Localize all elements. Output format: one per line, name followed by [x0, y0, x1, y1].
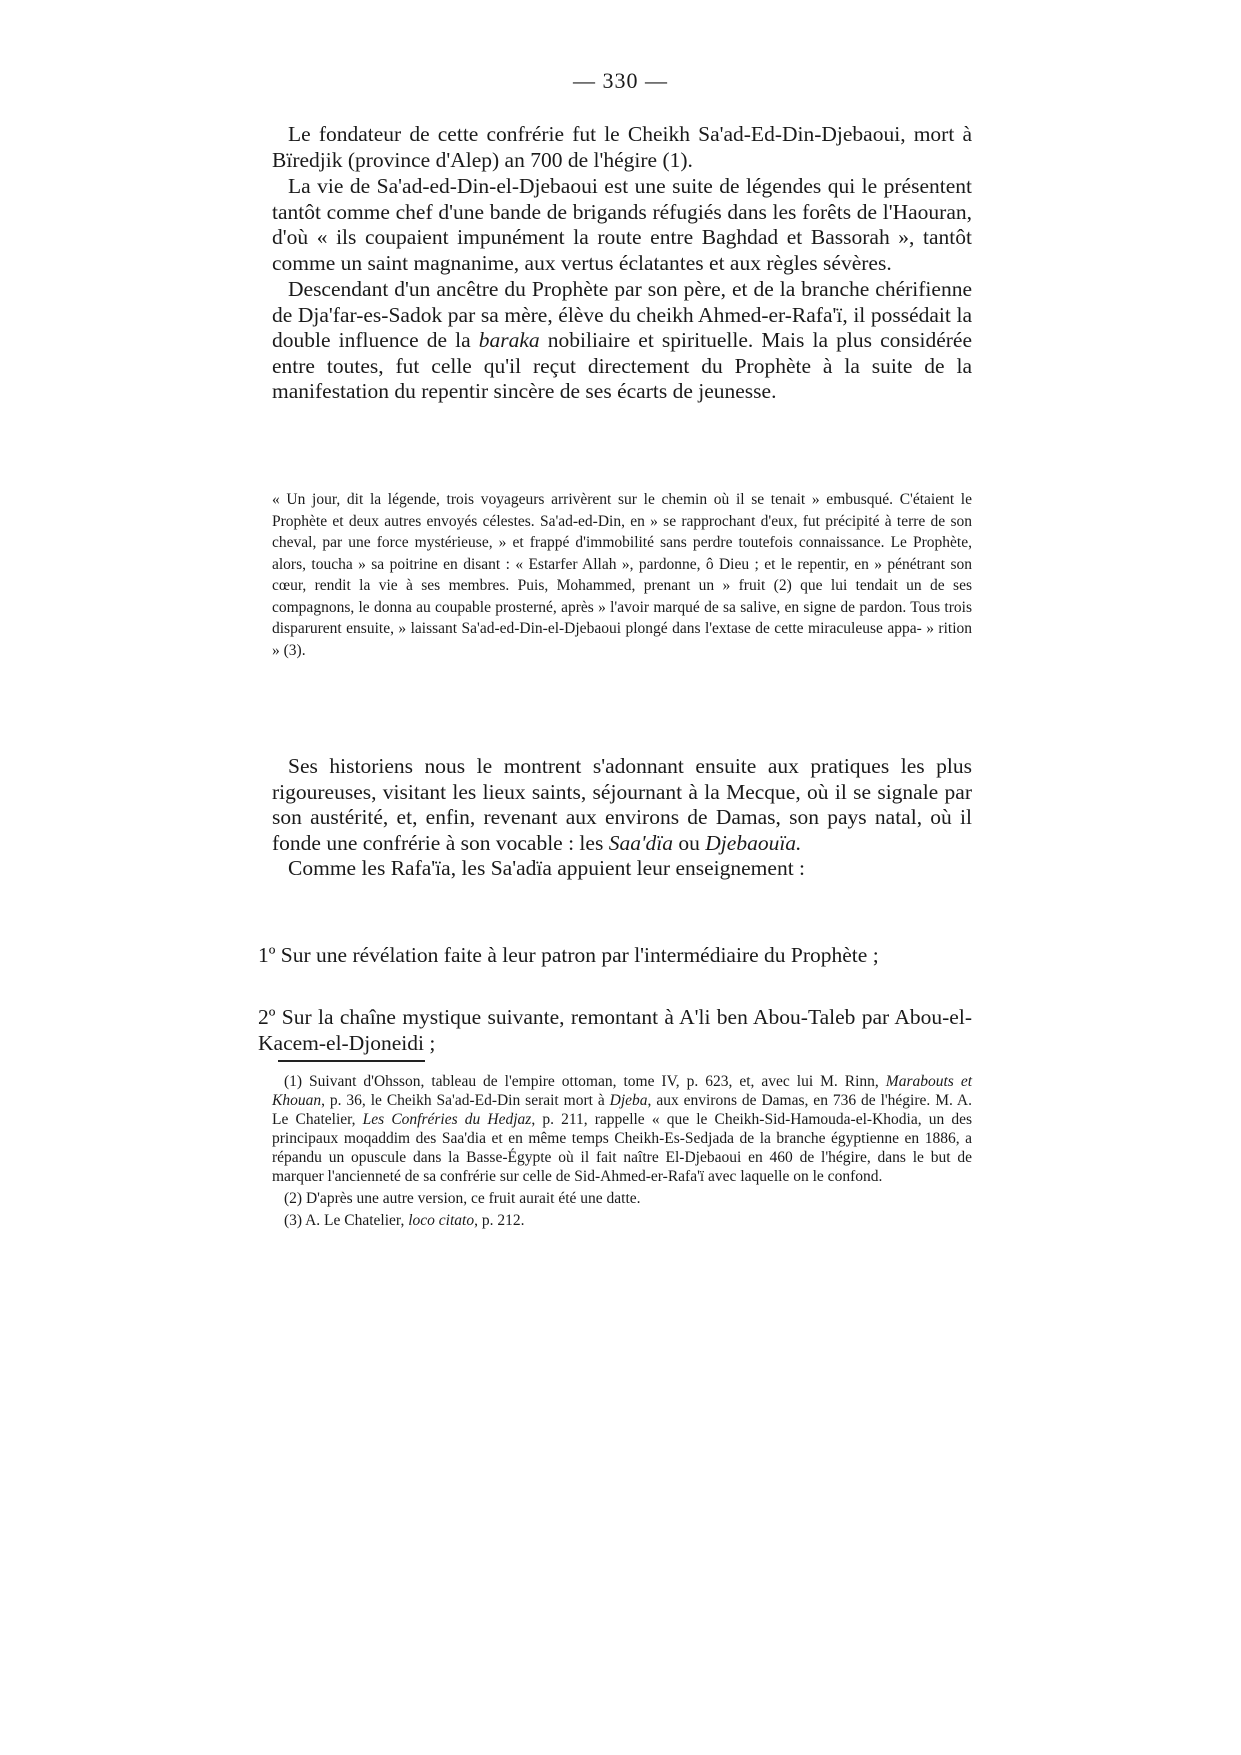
list-item-text: 1º Sur une révélation faite à leur patron par l'intermédiaire du Prophète ;	[258, 943, 879, 967]
list-item-text: 2º Sur la chaîne mystique suivante, remontant à A'li ben Abou-Taleb par Abou-el-Kacem-el-Djoneidi ;	[258, 1005, 972, 1055]
text-run: (1) Suivant d'Ohsson, tableau de l'empire ottoman, tome IV, p. 623, et, avec lui M. Rinn,	[284, 1073, 886, 1090]
footnote-1	[272, 1072, 972, 1186]
italic-term: Djebaouïa.	[705, 830, 802, 855]
footnote-3	[272, 1211, 972, 1230]
text-run: , p. 36, le Cheikh Sa'ad-Ed-Din serait mort à	[321, 1092, 610, 1109]
text-run: , p. 212.	[474, 1212, 525, 1229]
paragraph-teaching: Comme les Rafa'ïa, les Sa'adïa appuient leur enseignement :	[288, 856, 806, 880]
paragraph-descent	[272, 277, 972, 405]
text-run: nobiliaire et spirituelle. Mais la plus considérée entre toutes, fut celle qu'il reçut directement du Prophète à la suite de la manifestation du repentir sincère de ses écarts de jeunesse.	[272, 328, 972, 403]
list-item-2	[258, 1005, 972, 1056]
quote-text: « Un jour, dit la légende, trois voyageurs arrivèrent sur le chemin où il se tenait » embusqué. C'étaient le Prophète et deux autres envoyés célestes. Sa'ad-ed-Din, en » se rapprochant d'eux, fut précipité à terre de son cheval, par une force mystérieuse, » et frappé d'immobilité sans perdre toutefois connaissance. Le Prophète, alors, toucha » sa poitrine en disant : « Estarfer Allah », pardonne, ô Dieu ; et le repentir, en » pénétrant son cœur, rendit la vie à ses membres. Puis, Mohammed, prenant un » fruit (2) que lui tendait un de ses compagnons, le donna au coupable prosterné, après » l'avoir marqué de sa salive, en signe de pardon. Tous trois disparurent ensuite, » laissant Sa'ad-ed-Din-el-Djebaoui plongé dans l'extase de cette miraculeuse appa- » rition » (3).	[272, 491, 972, 659]
italic-term: Marabouts et Khouan	[272, 1073, 973, 1109]
italic-term: loco citato	[408, 1212, 475, 1229]
italic-term: Les Confréries du Hedjaz	[362, 1111, 532, 1128]
body-section-2	[272, 754, 972, 882]
text-run: ou	[673, 830, 706, 855]
legend-quote	[272, 489, 972, 661]
text-run: Ses historiens nous le montrent s'adonnant ensuite aux pratiques les plus rigoureuses, visitant les lieux saints, séjournant à la Mecque, où il se signale par son austérité, et, enfin, revenant aux environs de Damas, son pays natal, où il fonde une confrérie à son vocable : les	[272, 754, 972, 855]
footnotes	[272, 1072, 972, 1230]
text-run: , aux environs de Damas, en 736 de l'hégire. M. A. Le Chatelier,	[272, 1092, 972, 1128]
paragraph-legends: La vie de Sa'ad-ed-Din-el-Djebaoui est une suite de légendes qui le présentent tantôt comme chef d'une bande de brigands réfugiés dans les forêts de l'Haouran, d'où « ils coupaient impunément la route entre Baghdad et Bassorah », tantôt comme un saint magnanime, aux vertus éclatantes et aux règles sévères.	[272, 174, 972, 275]
body-section-1	[272, 122, 972, 405]
text-run: , p. 211, rappelle « que le Cheikh-Sid-Hamouda-el-Khodia, un des principaux moqaddim des Saa'dia et en même temps Cheikh-Es-Sedjada de la branche égyptienne en 1886, a répandu un opuscule dans la Basse-Égypte où il fait naître El-Djebaoui en 460 de l'hégire, dans le but de marquer l'ancienneté de sa confrérie sur celle de Sid-Ahmed-er-Rafa'ï avec laquelle on le confond.	[272, 1111, 972, 1185]
italic-term: Djeba	[609, 1092, 648, 1109]
footnote-2: (2) D'après une autre version, ce fruit aurait été une datte.	[284, 1190, 641, 1207]
page-number: — 330 —	[573, 68, 668, 93]
paragraph-historians	[272, 754, 972, 856]
text-run: (3) A. Le Chatelier,	[284, 1212, 409, 1229]
italic-term: Saa'dïa	[608, 830, 674, 855]
paragraph-founder: Le fondateur de cette confrérie fut le Cheikh Sa'ad-Ed-Din-Djebaoui, mort à Bïredjik (province d'Alep) an 700 de l'hégire (1).	[272, 122, 972, 172]
italic-term: baraka	[478, 328, 540, 352]
footnote-divider	[278, 1060, 425, 1062]
list-item-1	[258, 943, 972, 969]
text-run: Descendant d'un ancêtre du Prophète par son père, et de la branche chérifienne de Dja'far-es-Sadok par sa mère, élève du cheikh Ahmed-er-Rafa'ï, il possédait la double influence de la	[272, 277, 972, 352]
